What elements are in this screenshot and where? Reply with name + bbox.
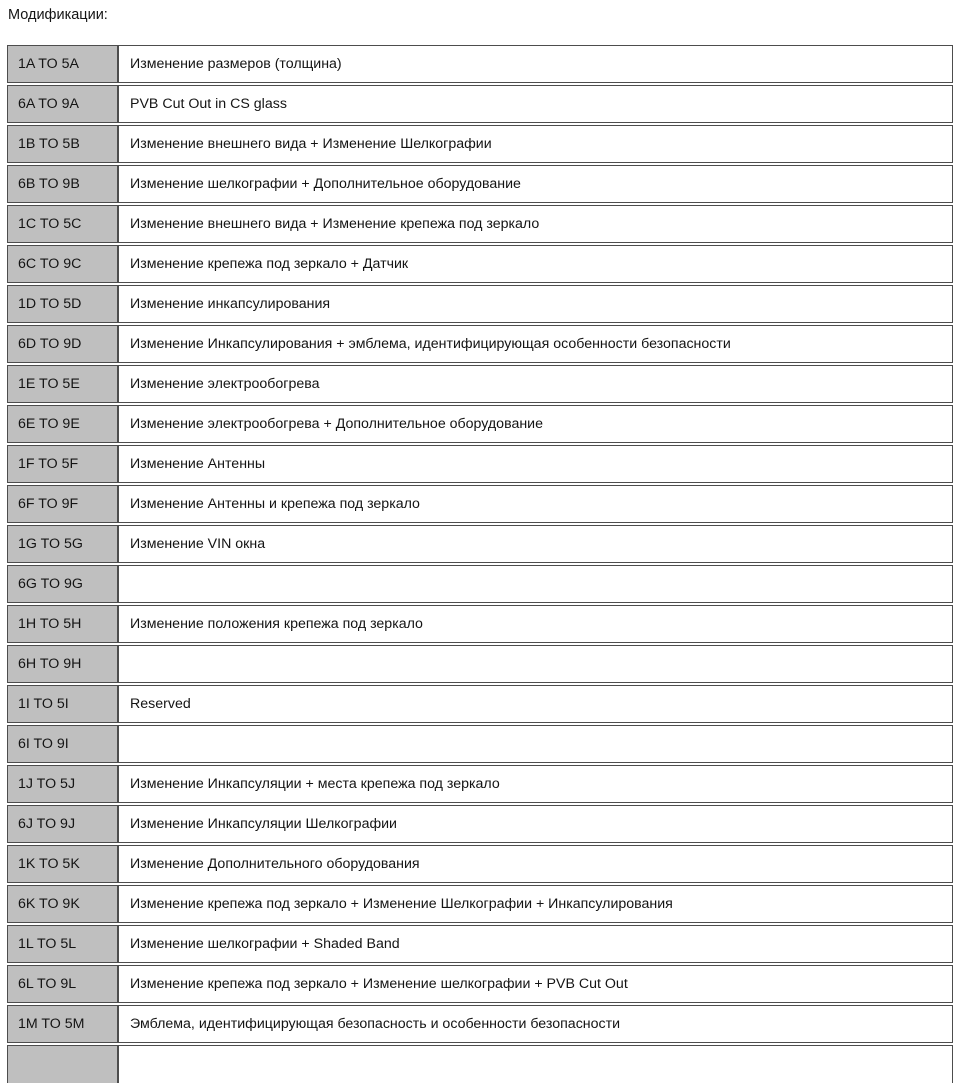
- modification-description-cell: Изменение Инкапсулирования + эмблема, идентифицирующая особенности безопасности: [118, 325, 953, 363]
- table-row[interactable]: [7, 445, 953, 483]
- table-row[interactable]: [7, 1005, 953, 1043]
- modification-description-cell: PVB Cut Out in CS glass: [118, 85, 953, 123]
- modification-code-cell: 1L TO 5L: [7, 925, 118, 963]
- modification-code-cell: 6B TO 9B: [7, 165, 118, 203]
- modification-code-cell: 6A TO 9A: [7, 85, 118, 123]
- modification-code-cell: [7, 1045, 118, 1083]
- modification-code-cell: 1C TO 5C: [7, 205, 118, 243]
- table-row[interactable]: [7, 645, 953, 683]
- modification-code-cell: 6E TO 9E: [7, 405, 118, 443]
- modification-description-cell: Изменение крепежа под зеркало + Датчик: [118, 245, 953, 283]
- modification-code-cell: 6G TO 9G: [7, 565, 118, 603]
- table-row[interactable]: [7, 365, 953, 403]
- modifications-table: [7, 45, 953, 1083]
- modification-code-cell: 1G TO 5G: [7, 525, 118, 563]
- table-row[interactable]: [7, 725, 953, 763]
- modification-code-cell: 1B TO 5B: [7, 125, 118, 163]
- table-row[interactable]: [7, 285, 953, 323]
- modification-description-cell: Изменение VIN окна: [118, 525, 953, 563]
- table-row[interactable]: [7, 925, 953, 963]
- modification-code-cell: 6F TO 9F: [7, 485, 118, 523]
- modification-description-cell: [118, 725, 953, 763]
- modification-description-cell: Изменение положения крепежа под зеркало: [118, 605, 953, 643]
- modification-code-cell: 1I TO 5I: [7, 685, 118, 723]
- table-row[interactable]: [7, 965, 953, 1003]
- modification-description-cell: Изменение внешнего вида + Изменение Шелкографии: [118, 125, 953, 163]
- modification-code-cell: 6L TO 9L: [7, 965, 118, 1003]
- modification-code-cell: 6H TO 9H: [7, 645, 118, 683]
- modification-description-cell: Изменение шелкографии + Дополнительное оборудование: [118, 165, 953, 203]
- modification-code-cell: 6K TO 9K: [7, 885, 118, 923]
- modification-code-cell: 1J TO 5J: [7, 765, 118, 803]
- modification-description-cell: Изменение электрообогрева + Дополнительное оборудование: [118, 405, 953, 443]
- table-row[interactable]: [7, 1045, 953, 1083]
- modification-description-cell: Изменение размеров (толщина): [118, 45, 953, 83]
- table-row[interactable]: [7, 165, 953, 203]
- modification-description-cell: Изменение крепежа под зеркало + Изменение шелкографии + PVB Cut Out: [118, 965, 953, 1003]
- table-row[interactable]: [7, 125, 953, 163]
- modification-code-cell: 6J TO 9J: [7, 805, 118, 843]
- table-row[interactable]: [7, 245, 953, 283]
- modification-description-cell: Изменение Антенны: [118, 445, 953, 483]
- modification-description-cell: Изменение Инкапсуляции Шелкографии: [118, 805, 953, 843]
- table-row[interactable]: [7, 405, 953, 443]
- table-row[interactable]: [7, 605, 953, 643]
- table-row[interactable]: [7, 485, 953, 523]
- modification-description-cell: Эмблема, идентифицирующая безопасность и особенности безопасности: [118, 1005, 953, 1043]
- table-row[interactable]: [7, 805, 953, 843]
- table-row[interactable]: [7, 565, 953, 603]
- modification-description-cell: Изменение Дополнительного оборудования: [118, 845, 953, 883]
- table-row[interactable]: [7, 205, 953, 243]
- modification-description-cell: Изменение крепежа под зеркало + Изменение Шелкографии + Инкапсулирования: [118, 885, 953, 923]
- modification-description-cell: [118, 645, 953, 683]
- table-row[interactable]: [7, 685, 953, 723]
- modification-code-cell: 6I TO 9I: [7, 725, 118, 763]
- modification-code-cell: 6C TO 9C: [7, 245, 118, 283]
- table-row[interactable]: [7, 325, 953, 363]
- modification-description-cell: Изменение Инкапсуляции + места крепежа под зеркало: [118, 765, 953, 803]
- table-row[interactable]: [7, 45, 953, 83]
- modification-description-cell: Изменение внешнего вида + Изменение крепежа под зеркало: [118, 205, 953, 243]
- modification-code-cell: 1F TO 5F: [7, 445, 118, 483]
- modification-code-cell: 6D TO 9D: [7, 325, 118, 363]
- modification-code-cell: 1K TO 5K: [7, 845, 118, 883]
- modification-code-cell: 1E TO 5E: [7, 365, 118, 403]
- modification-code-cell: 1H TO 5H: [7, 605, 118, 643]
- table-row[interactable]: [7, 85, 953, 123]
- modification-description-cell: [118, 1045, 953, 1083]
- modifications-table-body: [7, 45, 953, 1083]
- modification-description-cell: [118, 565, 953, 603]
- table-row[interactable]: [7, 765, 953, 803]
- modification-code-cell: 1M TO 5M: [7, 1005, 118, 1043]
- modification-code-cell: 1A TO 5A: [7, 45, 118, 83]
- table-row[interactable]: [7, 525, 953, 563]
- modification-description-cell: Изменение инкапсулирования: [118, 285, 953, 323]
- modification-description-cell: Изменение шелкографии + Shaded Band: [118, 925, 953, 963]
- modification-description-cell: Изменение электрообогрева: [118, 365, 953, 403]
- modification-description-cell: Изменение Антенны и крепежа под зеркало: [118, 485, 953, 523]
- modification-description-cell: Reserved: [118, 685, 953, 723]
- modification-code-cell: 1D TO 5D: [7, 285, 118, 323]
- page-title: Модификации:: [8, 7, 108, 23]
- table-row[interactable]: [7, 885, 953, 923]
- table-row[interactable]: [7, 845, 953, 883]
